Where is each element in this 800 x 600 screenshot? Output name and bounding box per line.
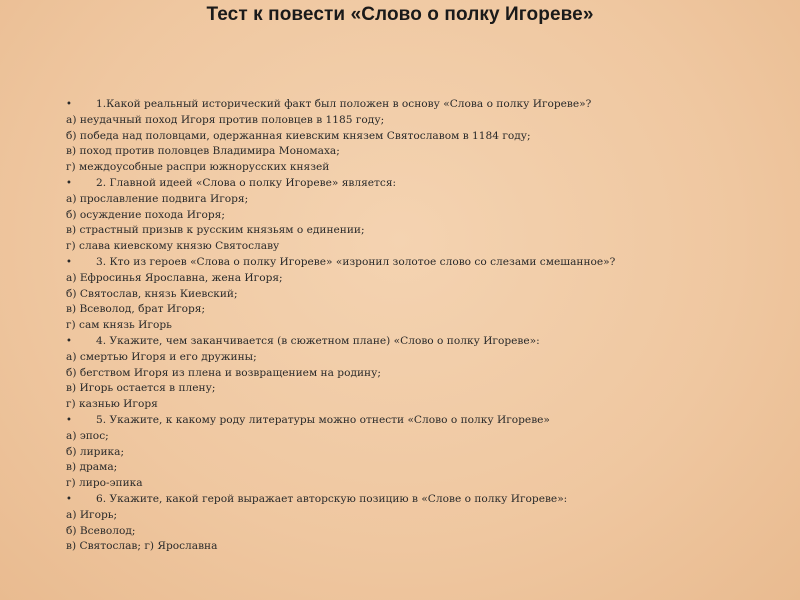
question-3 bbox=[66, 255, 786, 271]
answer-option: а) Ефросинья Ярославна, жена Игоря; bbox=[66, 271, 283, 284]
question-4 bbox=[66, 334, 786, 350]
question-text: 6. Укажите, какой герой выражает авторскую позицию в «Слове о полку Игореве»: bbox=[96, 492, 568, 505]
question-text: 3. Кто из героев «Слова о полку Игореве» «изронил золотое слово со слезами смешанное»? bbox=[96, 255, 616, 268]
answer-option: в) драма; bbox=[66, 461, 118, 474]
question-6 bbox=[66, 492, 786, 508]
answer-option: г) слава киевскому князю Святославу bbox=[66, 240, 280, 253]
answer-option: г) междоусобные распри южнорусских князей bbox=[66, 161, 330, 174]
question-1 bbox=[66, 97, 786, 113]
question-text: 5. Укажите, к какому роду литературы можно отнести «Слово о полку Игореве» bbox=[96, 413, 550, 426]
answer-option: в) Игорь остается в плену; bbox=[66, 382, 216, 395]
bullet-icon: • bbox=[66, 414, 72, 426]
question-text: 1.Какой реальный исторический факт был положен в основу «Слова о полку Игореве»? bbox=[96, 98, 592, 110]
answer-option: б) осуждение похода Игоря; bbox=[66, 208, 225, 221]
bullet-icon: • bbox=[66, 335, 72, 347]
answer-option: в) Всеволод, брат Игоря; bbox=[66, 303, 206, 316]
answer-option: б) Святослав, князь Киевский; bbox=[66, 287, 238, 300]
answer-option: г) сам князь Игорь bbox=[66, 319, 172, 332]
answer-option: а) смертью Игоря и его дружины; bbox=[66, 350, 257, 363]
answer-option: а) Игорь; bbox=[66, 508, 118, 521]
answer-option: а) эпос; bbox=[66, 429, 109, 442]
answer-option: в) страстный призыв к русским князьям о единении; bbox=[66, 224, 365, 237]
bullet-icon: • bbox=[66, 99, 72, 110]
question-2 bbox=[66, 176, 786, 192]
bullet-icon: • bbox=[66, 177, 72, 189]
answer-option: б) бегством Игоря из плена и возвращением на родину; bbox=[66, 366, 381, 379]
question-text: 4. Укажите, чем заканчивается (в сюжетном плане) «Слово о полку Игореве»: bbox=[96, 334, 540, 347]
bullet-icon: • bbox=[66, 256, 72, 268]
slide-title: Тест к повести «Слово о полку Игореве» bbox=[206, 4, 594, 25]
bullet-icon: • bbox=[66, 493, 72, 505]
answer-option: б) Всеволод; bbox=[66, 524, 136, 537]
answer-option: в) поход против половцев Владимира Мономаха; bbox=[66, 145, 340, 158]
answer-option: в) Святослав; г) Ярославна bbox=[66, 540, 218, 553]
answer-option: б) победа над половцами, одержанная киевским князем Святославом в 1184 году; bbox=[66, 129, 531, 142]
answer-option: г) лиро-эпика bbox=[66, 477, 143, 490]
answer-option: б) лирика; bbox=[66, 445, 125, 458]
question-5 bbox=[66, 413, 786, 429]
answer-option: г) казнью Игоря bbox=[66, 398, 158, 411]
answer-option: а) неудачный поход Игоря против половцев в 1185 году; bbox=[66, 113, 385, 126]
answer-option: а) прославление подвига Игоря; bbox=[66, 192, 249, 205]
question-list bbox=[66, 97, 786, 555]
question-text: 2. Главной идеей «Слова о полку Игореве» является: bbox=[96, 176, 397, 189]
